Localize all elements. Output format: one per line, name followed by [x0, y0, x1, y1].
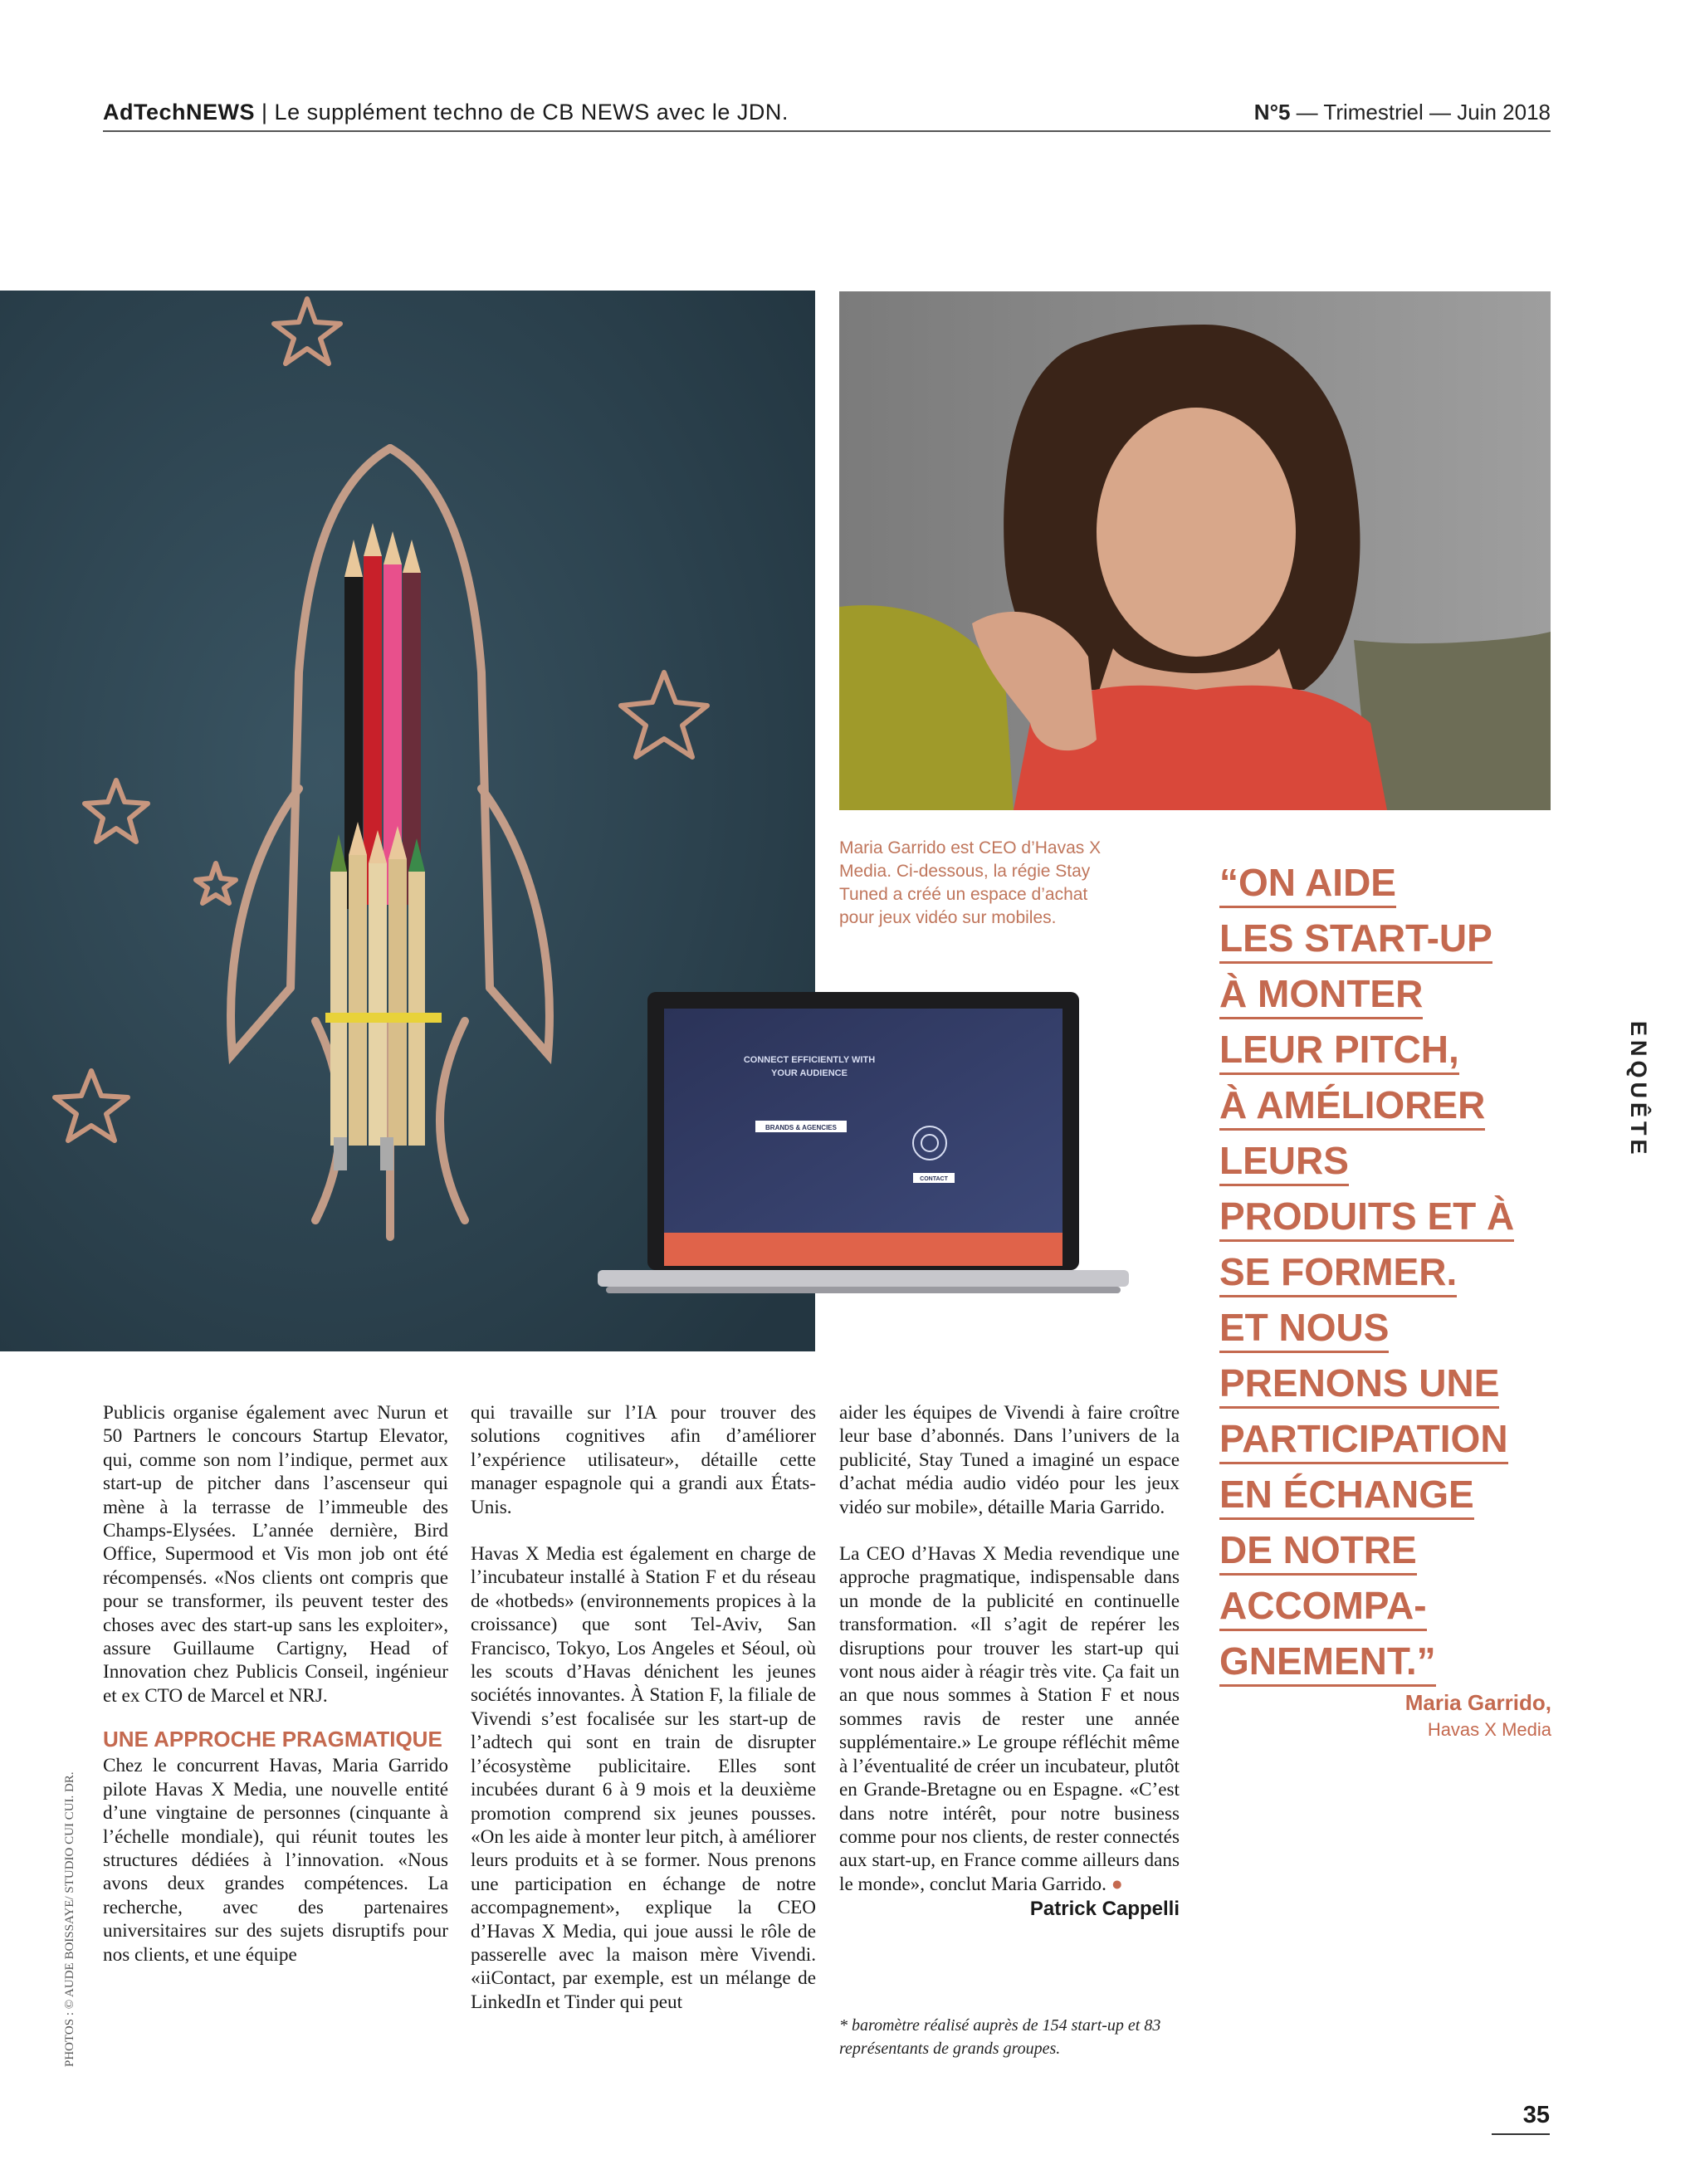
author-signature: Patrick Cappelli [1029, 1898, 1180, 1921]
pull-quote [1219, 855, 1551, 1689]
quote-line: ACCOMPA- [1219, 1578, 1551, 1634]
publication-tagline: Le supplément techno de CB NEWS avec le JDN. [274, 100, 789, 125]
photo-caption: Maria Garrido est CEO d’Havas X Media. Ci-dessous, la régie Stay Tuned a créé un espace d’achat pour jeux vidéo sur mobiles. [839, 838, 1102, 927]
section-tag: ENQUÊTE [1626, 1021, 1651, 1159]
quote-author: Maria Garrido, [1404, 1690, 1551, 1715]
quote-line: “ON AIDE [1219, 855, 1551, 911]
footnote: * baromètre réalisé auprès de 154 start-up et 83 représentants de grands groupes. [839, 2016, 1161, 2058]
end-mark: ● [1111, 1873, 1123, 1895]
page-number-rule [1492, 2133, 1550, 2135]
paragraph: Havas X Media est également en charge de l’incubateur installé à Station F et du réseau de «hotbeds» (environnements propices à la croissance) que sont Tel-Aviv, San Francisco, Tokyo, Los Angeles et Séoul, où les scouts d’Havas dénichent les jeunes sociétés innovantes. À Station F, la filiale de Vivendi s’est focalisée sur les start-up de l’adtech qui sont en train de disrupter l’écosystème publicitaire. Elles sont incubées durant 6 à 9 mois et la deuxième promotion comprend six jeunes pousses. «On les aide à monter leur pitch, à améliorer leurs produits et à se former. Nous prenons une participation en échange de notre accompagnement», explique la CEO d’Havas X Media, qui joue aussi le rôle de passerelle avec la maison mère Vivendi. «iiContact, par exemple, est un mélange de LinkedIn et Tinder qui peut [471, 1543, 816, 2013]
publication-name: AdTechNEWS [103, 100, 256, 125]
quote-line: LES START-UP [1219, 911, 1551, 966]
issue-date: — Trimestriel — Juin 2018 [1290, 100, 1551, 125]
quote-line: GNEMENT.” [1219, 1634, 1551, 1689]
paragraph: qui travaille sur l’IA pour trouver des solutions cognitives afin d’améliorer l’expérience utilisateur», détaille cette manager espagnole qui a grandi aux États-Unis. [471, 1402, 816, 1518]
quote-line: LEUR PITCH, [1219, 1022, 1551, 1077]
quote-line: PRODUITS ET À [1219, 1189, 1551, 1244]
paragraph: La CEO d’Havas X Media revendique une approche pragmatique, indispensable dans un monde de la publicité en continuelle transformation. «Il s’agit de repérer les disruptions pour trouver les start-up qui vont nous aider à réagir très vite. Ça fait un an que nous sommes à Station F et nous sommes ravis de rester une année supplémentaire.» Le groupe réfléchit même à l’éventualité de créer un incubateur, plutôt en Grande-Bretagne ou en Espagne. «C’est dans notre intérêt, pour notre business comme pour nos clients, de rester connectés aux start-up, en France comme ailleurs dans le monde», conclut Maria Garrido. ● [839, 1543, 1180, 1895]
page-number: 35 [1522, 2102, 1550, 2128]
laptop-contact: CONTACT [920, 1176, 948, 1182]
quote-line: PARTICIPATION [1219, 1411, 1551, 1467]
photo-credit: PHOTOS : © AUDE BOISSAYE/ STUDIO CUI CUI. DR. [63, 1771, 76, 2067]
laptop-tab: BRANDS & AGENCIES [765, 1124, 837, 1131]
paragraph: aider les équipes de Vivendi à faire croître leur base d’abonnés. Dans l’univers de la publicité, Stay Tuned a imaginé un espace d’achat média audio vidéo pour les jeux vidéo sur mobile», détaille Maria Garrido. [839, 1402, 1180, 1518]
article-column-3 [839, 1401, 1180, 1922]
quote-line: LEURS [1219, 1133, 1551, 1189]
quote-line: À MONTER [1219, 966, 1551, 1022]
quote-line: EN ÉCHANGE [1219, 1467, 1551, 1522]
running-header [103, 100, 789, 125]
issue-info [1254, 100, 1551, 125]
quote-line: ET NOUS [1219, 1300, 1551, 1356]
laptop-headline-2: YOUR AUDIENCE [771, 1068, 848, 1078]
article-column-2 [471, 1401, 816, 2014]
header-separator: | [255, 100, 275, 125]
quote-line: À AMÉLIORER [1219, 1077, 1551, 1133]
article-column-1 [103, 1401, 448, 1967]
portrait-photo [839, 291, 1551, 810]
quote-line: SE FORMER. [1219, 1244, 1551, 1300]
quote-line: DE NOTRE [1219, 1522, 1551, 1578]
quote-attribution [1219, 1690, 1551, 1741]
quote-organization: Havas X Media [1427, 1719, 1551, 1740]
rocket-pencils-photo [0, 291, 948, 1351]
header-rule [103, 130, 1551, 132]
subheading: UNE APPROCHE PRAGMATIQUE [103, 1727, 442, 1752]
issue-number: N°5 [1253, 100, 1291, 125]
paragraph: Publicis organise également avec Nurun et 50 Partners le concours Startup Elevator, qui, comme son nom l’indique, permet aux start-up de pitcher dans l’ascenseur qui mène à la terrasse de l’immeuble des Champs-Elysées. L’année dernière, Bird Office, Supermood et Vis mon job ont été récompensés. «Nos clients ont compris que pour se transformer, ils peuvent tester des choses avec des start-up sans les exploiter», assure Guillaume Cartigny, Head of Innovation chez Publicis Conseil, ingénieur et ex CTO de Marcel et NRJ. [103, 1402, 448, 1707]
paragraph: Chez le concurrent Havas, Maria Garrido pilote Havas X Media, une nouvelle entité d’une vingtaine de personnes (cinquante à l’échelle mondiale), qui réunit toutes les structures dédiées à l’innovation. «Nous avons deux grandes compétences. La recherche, avec des partenaires universitaires sur des sujets disruptifs pour nos clients, et une équipe [103, 1755, 448, 1966]
quote-line: PRENONS UNE [1219, 1356, 1551, 1411]
laptop-headline-1: CONNECT EFFICIENTLY WITH [743, 1055, 876, 1065]
